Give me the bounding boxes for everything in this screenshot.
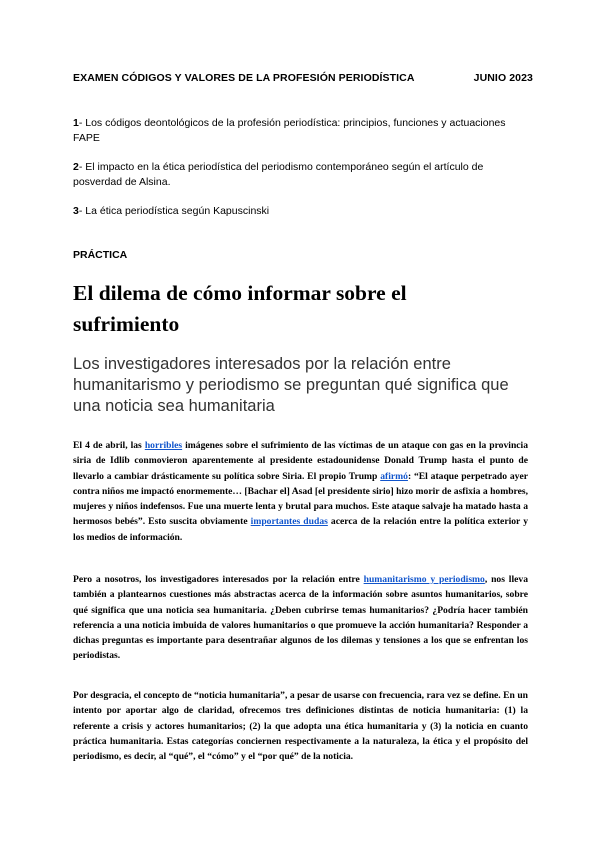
article-paragraph-2 (73, 572, 528, 664)
link-importantes-dudas[interactable]: importantes dudas (250, 516, 328, 528)
question-text: - El impacto en la ética periodística del periodismo contemporáneo según el artículo de posverdad de Alsina. (73, 161, 484, 188)
exam-header (73, 72, 533, 84)
paragraph-text: imágenes sobre el sufrimiento de las víctimas de un ataque con gas en la provincia siria de Idlib conmovieron aparentemente al presidente estadounidense Donald Trump hasta el punto de llevarlo a cambiar drásticamente su política sobre Siria. El propio Trump (73, 440, 529, 482)
article-paragraph-1 (73, 438, 528, 545)
exam-date: JUNIO 2023 (473, 72, 533, 84)
link-humanitarismo-periodismo[interactable]: humanitarismo y periodismo (363, 574, 485, 585)
question-3 (73, 204, 528, 219)
question-1 (73, 116, 528, 146)
question-text: - Los códigos deontológicos de la profesión periodística: principios, funciones y actuaciones FAPE (73, 117, 506, 144)
question-number: 1 (73, 117, 79, 129)
link-afirmo[interactable]: afirmó (380, 470, 408, 482)
paragraph-text: Pero a nosotros, los investigadores interesados por la relación entre (73, 574, 364, 585)
paragraph-text: El 4 de abril, las (73, 440, 145, 451)
paragraph-text: acerca de la relación entre la política exterior y los medios de información. (73, 516, 528, 543)
question-number: 3 (73, 205, 79, 217)
question-number: 2 (73, 161, 79, 173)
paragraph-text: , nos lleva también a plantearnos cuestiones más abstractas acerca de la información sobre asuntos humanitarios, sobre qué significa que una noticia sea humanitaria. ¿Deben cubrirse temas humanitarios? ¿Podría hacer también referencia a una noticia imbuida de valores humanitarios o que promueve la acción humanitaria? Responder a dichas preguntas es importante para desentrañar algunos de los dilemas y tensiones a los que se enfrentan los periodistas. (73, 574, 528, 662)
question-text: - La ética periodística según Kapuscinski (78, 205, 270, 217)
article-paragraph-3: Por desgracia, el concepto de “noticia humanitaria”, a pesar de usarse con frecuencia, rara vez se define. En un intento por aportar algo de claridad, ofrecemos tres definiciones distintas de noticia humanitaria: (1) la referente a crisis y actores humanitarios; (2) la que adopta una ética humanitaria y (3) la noticia en cuanto práctica humanitaria. Estas categorías conciernen respectivamente a la naturaleza, la ética y el propósito del periodismo, es decir, al “qué”, el “cómo” y el “por qué” de la noticia. (73, 690, 528, 763)
paragraph-text: : “El ataque perpetrado ayer contra niños me impactó enormemente… [Bachar el] Asad [el presidente sirio] hizo morir de asfixia a hombres, mujeres y niños indefensos. Fue una muerte lenta y brutal para muchos. Este ataque salvaje ha matado hasta a hermosos bebés”. Esto suscita obviamente (73, 470, 528, 528)
question-2 (73, 160, 528, 190)
exam-title: EXAMEN CÓDIGOS Y VALORES DE LA PROFESIÓN PERIODÍSTICA (73, 72, 415, 84)
link-horribles[interactable]: horribles (144, 440, 183, 451)
practica-heading: PRÁCTICA (73, 249, 128, 261)
article-subtitle: Los investigadores interesados por la relación entre humanitarismo y periodismo se preguntan qué significa que una noticia sea humanitaria (73, 355, 509, 415)
article-title: El dilema de cómo informar sobre el sufrimiento (73, 281, 407, 336)
